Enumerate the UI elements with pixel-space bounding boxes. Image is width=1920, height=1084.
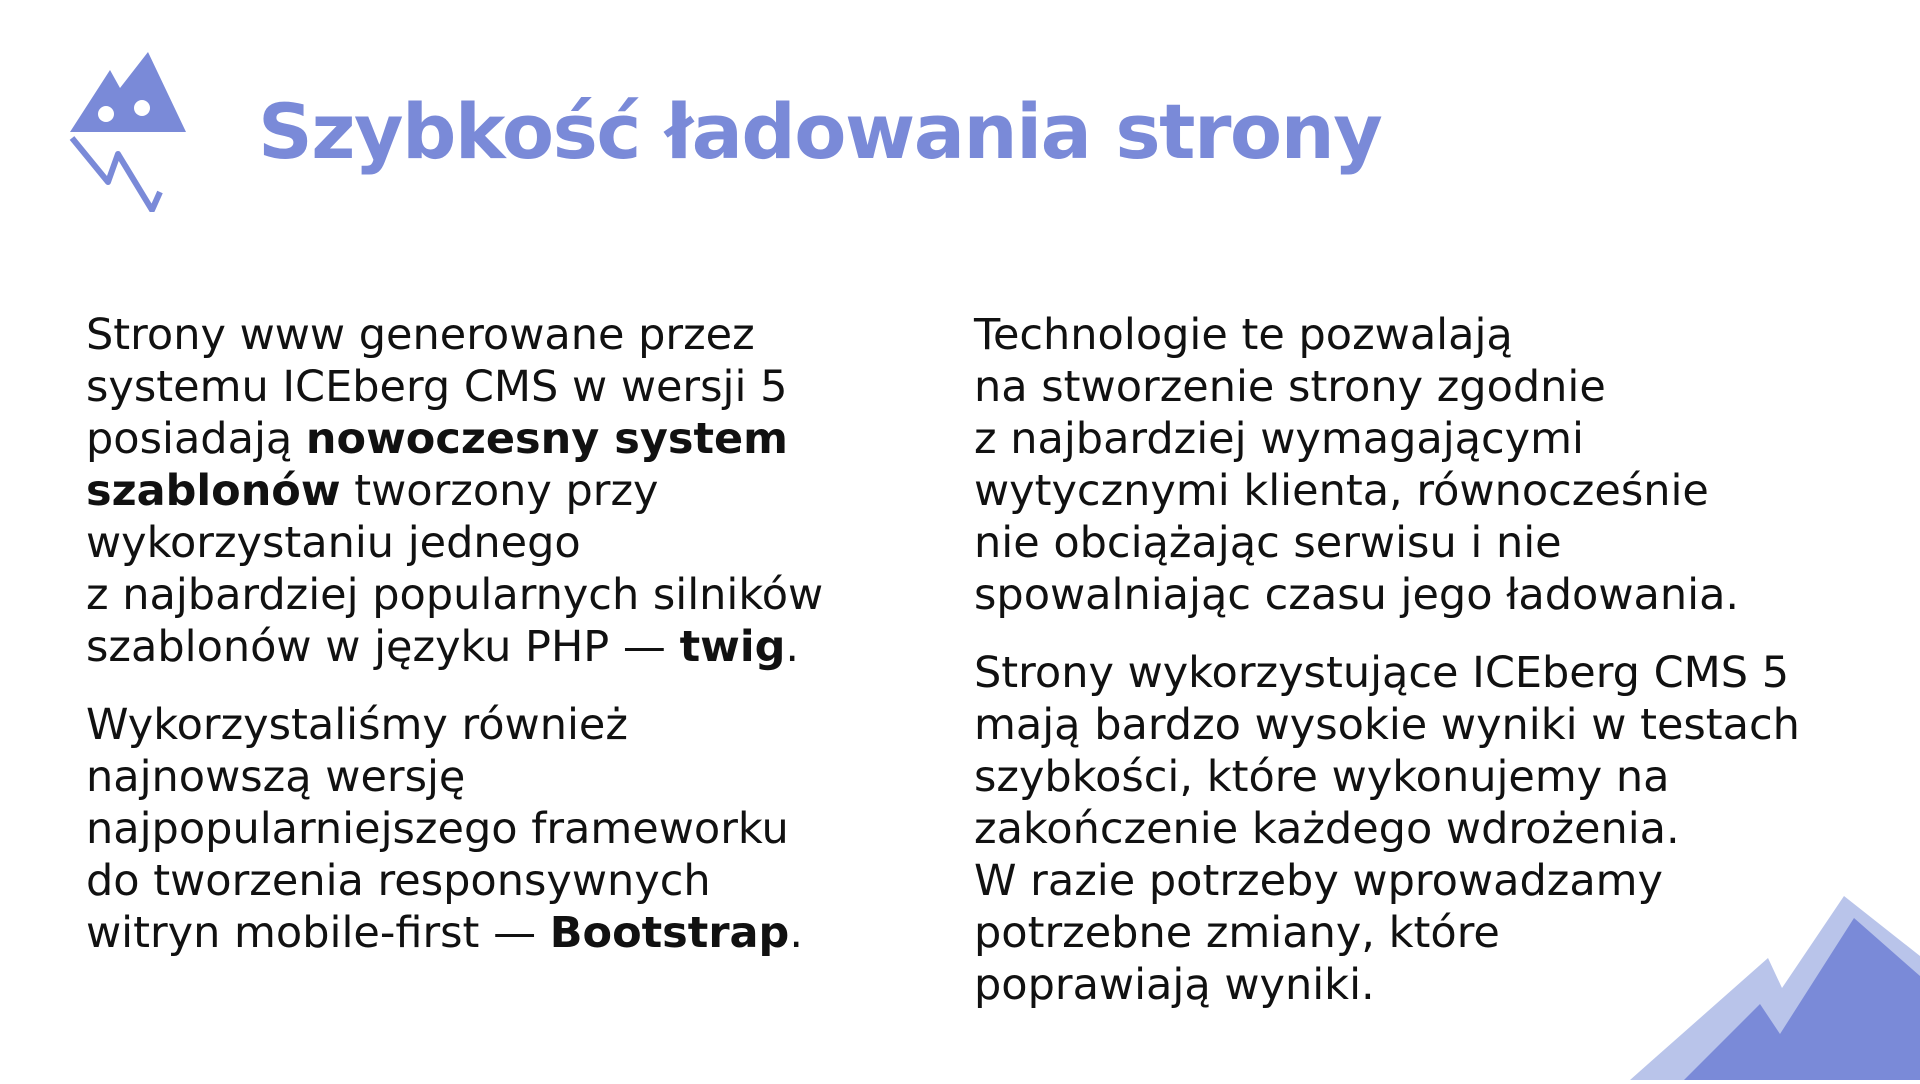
- text-line: z najbardziej popularnych silników: [86, 570, 824, 620]
- paragraph-templates: [86, 309, 916, 673]
- text-line: Strony www generowane przez: [86, 310, 755, 360]
- text-line: do tworzenia responsywnych: [86, 856, 711, 906]
- bold-text: twig: [679, 622, 786, 672]
- text-line: wytycznymi klienta, równocześnie: [974, 466, 1709, 516]
- text-line: poprawiają wyniki.: [974, 960, 1375, 1010]
- text-line: mają bardzo wysokie wyniki w testach: [974, 700, 1800, 750]
- text-fragment: szablonów w języku PHP —: [86, 622, 680, 672]
- text-line: szybkości, które wykonujemy na: [974, 752, 1670, 802]
- text-fragment: posiadają: [86, 414, 306, 464]
- text-fragment: .: [789, 908, 803, 958]
- text-line: wykorzystaniu jednego: [86, 518, 581, 568]
- paragraph-bootstrap: [86, 699, 916, 959]
- text-line: na stworzenie strony zgodnie: [974, 362, 1606, 412]
- text-line: najpopularniejszego frameworku: [86, 804, 789, 854]
- text-line: Technologie te pozwalają: [974, 310, 1513, 360]
- text-line: najnowszą wersję: [86, 752, 466, 802]
- text-line: nie obciążając serwisu i nie: [974, 518, 1562, 568]
- text-fragment: .: [785, 622, 800, 672]
- left-column: [86, 309, 916, 985]
- text-line: [86, 465, 916, 517]
- text-fragment: tworzony przy: [340, 466, 659, 516]
- text-line: Strony wykorzystujące ICEberg CMS 5: [974, 648, 1790, 698]
- page-title: Szybkość ładowania strony: [258, 87, 1382, 176]
- bold-text: Bootstrap: [549, 908, 790, 958]
- text-line: zakończenie każdego wdrożenia.: [974, 804, 1680, 854]
- bold-text: szablonów: [86, 466, 341, 516]
- text-line: z najbardziej wymagającymi: [974, 414, 1584, 464]
- paragraph-technologies: [974, 309, 1874, 621]
- iceberg-logo-icon: [68, 50, 192, 212]
- text-line: W razie potrzeby wprowadzamy: [974, 856, 1664, 906]
- text-line: [86, 907, 916, 959]
- text-line: Wykorzystaliśmy również: [86, 700, 628, 750]
- text-line: systemu ICEberg CMS w wersji 5: [86, 362, 788, 412]
- text-line: [86, 621, 916, 673]
- text-line: spowalniając czasu jego ładowania.: [974, 570, 1740, 620]
- text-fragment: witryn mobile-first —: [86, 908, 550, 958]
- text-line: potrzebne zmiany, które: [974, 908, 1500, 958]
- mountains-decoration: [1630, 858, 1920, 1080]
- text-line: [86, 413, 916, 465]
- bold-text: nowoczesny system: [305, 414, 788, 464]
